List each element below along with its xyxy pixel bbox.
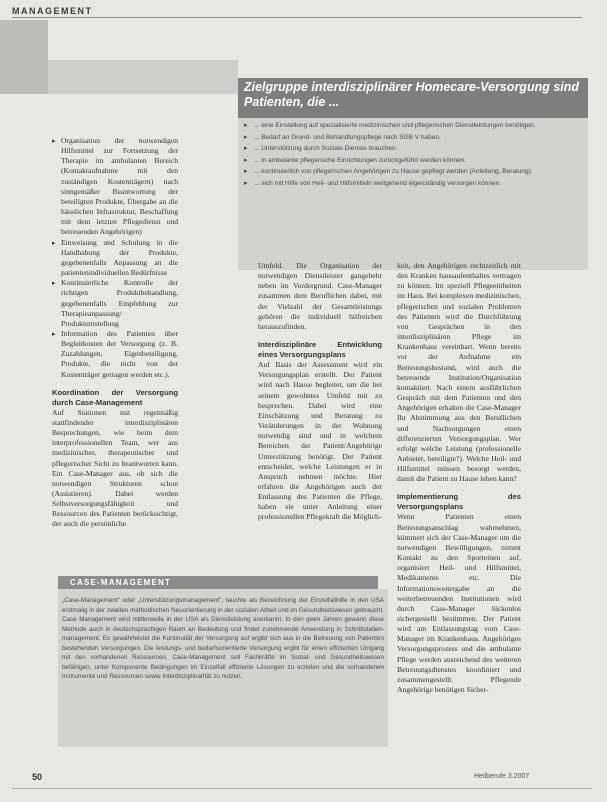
case-management-text: „Case-Management" oder „Unterstützungsmanagement", tauchte als Bezeichnung der Einzelfallhilfe in den USA erstmalig in der zweiten methodischen Neuorientierung in der sozialen Arbeit und im Gesundheitswesen gebraucht. Case Management wird mittlerweile in der USA als Dienstleistung anerkannt. In den geen Jahren gewann diese Methode auch in deutschsprachigen Raum an Bedeutung und findet zunehmende Anwendung in Schnittstellen-management. Es gewährleistet die Kontinuität der Versorgung auf ergibt sich aus in die Betreuung von Patienten bestehenden Versorgungen. Die leistungs- und bedarfsorientierte Versorgung ergibt für einen effizienten Umgang mit den vorhandenen Ressourcen. Case-Management soll Fachkräfte im Sozial- und Gesundheitswesen befähigen, unter Komponente Bedingungen im Einzelfall effiziente Lösungen zu erzielen und die vorhandenen Instrumente und Ressourcen sowie Interdisziplinarität zu nutzen. <box>62 597 384 680</box>
page-number: 50 <box>32 772 43 782</box>
top-rule <box>12 17 582 18</box>
column-2 <box>258 261 382 523</box>
section-heading: Koordination der Versorgung durch Case-Management <box>52 387 178 407</box>
decorative-block <box>0 20 48 94</box>
column-3 <box>397 261 521 695</box>
column-1 <box>52 136 178 530</box>
target-group-list <box>244 121 582 191</box>
task-list <box>52 136 178 380</box>
list-item: ▸ Einweisung und Schulung in die Handhabung der Produkte, gegebenenfalls Anpassung an die patientenindividuellen Bedürfnisse <box>52 238 178 279</box>
journal-issue: Heilberufe 3.2007 <box>474 773 530 780</box>
list-item: ▸ ... in ambulante pflegerische Einrichtungen zurückgeführt werden können. <box>244 156 582 166</box>
decorative-bar <box>48 60 238 94</box>
body-paragraph: keit, den Angehörigen rechtzeitlich mit den Kranken hausaufenthaltes vertragen zu können. Im speziell Pflegeeinheiten im Haus. Bei komplexen medizinischen, pflegerischen und sozialen Problemen des Patienten wird die Durchführung von Gesprächen in den interdisziplinären Pflege im Krankenhaus vereinbart. Wenn bereits vor der Aufnahme ein Betreuungsbestand, wird auch die betreuende Institution/Organisation kontaktiert. Nach einem ausführlichen Gespräch mit dem Patienten und den Angehörigen erhalten die Case-Manager Ihr Abstimmung aus den Beruflichen und Nachsorgungen einen differenzierten Versorgungsplan. Wer erfolgt welche Leistung (professionelle Anbieter, beteiligte?). Welche Heil- und Hilfsmittel müssen besorgt werden, damit die Patient zu Hause leben kann? <box>397 261 521 484</box>
list-item: ▸ ... Bedarf an Grund- und Behandlungspflege nach SGB V haben. <box>244 133 582 143</box>
list-item: ▸ ... eine Einstellung auf spezialisierte medizinischen und pflegerischen Dienstleistungen benötigen. <box>244 121 582 131</box>
list-item: ▸ ... sich mit Hilfe von Heil- und Hilfsmitteln weitgehend eigenständig versorgen können. <box>244 179 582 189</box>
list-item: ▸ Organisation der notwendigen Hilfsmittel zur Fortsetzung der Therapie im ambulanten Bereich (Kontaktaufnahme mit den zuständigen Kostenträgern) nach sinngemäßer Beantwortung der beteiligten Produkte, Übergabe an die häuslichen Infrastruktur, Beschaffung mit dem letzten Pflegedienst und betreuenden Angehörigen) <box>52 136 178 238</box>
list-item: ▸ ... Unterstützung durch Soziale Dienste brauchen. <box>244 144 582 154</box>
box-title: Zielgruppe interdisziplinärer Homecare-Versorgung sind Patienten, die ... <box>244 80 580 109</box>
case-management-label: CASE-MANAGEMENT <box>70 578 172 587</box>
list-item: ▸ ... kontinuierlich von pflegerischen Angehörigen zu Hause gepflegt werden (Anleitung, Beratung). <box>244 167 582 177</box>
section-heading: Interdisziplinäre Entwicklung eines Versorgungsplans <box>258 340 382 360</box>
body-paragraph: Wenn Patienten einen Betreuungsanschlag wahrnehmen, kümmert sich der Case-Manager um die notwendigen Bewilligungen, nimmt Kontakt zu den Sporteinen auf, organisiert Heil- und Hilfsmittel, Medikamente etc. Die Informationsweitergabe an die weiterbetreuenden Institutionen wird durch Case-Manager lückenlos sichergestellt bestimmen. Der Patient wird am Entlassungstag vom Case-Manager im Krankenhaus. Angehöriges Versorgungsprozess und die ambulante Pflege werden ausreichend des weiteren Betreuungsdienstes koordiniert und zusammengestellt. Pflegende Angehörige benötigen Sicher- <box>397 512 521 695</box>
body-paragraph: Auf Stationen mit regelmäßig stattfindender interdisziplinären Besprechungen, wie beim dem interprofessionellen Team, wer aus medizinischer, therapeutischer und pflegerischer Sicht zu beantworten kann. Ein Case-Manager aus, ob sich die notwendigen Strukturen schon (Assistieren). Dabei werden Selbstversorgungsfähigkeit und Ressourcen des Patienten berücksichtigt, der auch die persönliche <box>52 407 178 529</box>
section-heading: Implementierung des Versorgungsplans <box>397 492 521 512</box>
list-item: ▸ Kontinuierliche Kontrolle der richtigen Produktbehandlung, gegebenenfalls Empfehlung zur Therapieanpassung/ Produktumstellung <box>52 278 178 329</box>
list-item: ▸ Information des Patienten über Begleitkosten der Versorgung (z. B. Zuzahlungen, Eigenbeteiligung, Produkte, die nicht von der Kostenträger getragen werden etc.). <box>52 329 178 380</box>
body-paragraph: Umfeld. Die Organisation der notwendigen Dienstleister gangebehr neben im Vordergrund. Case-Manager zusammen dem Beruflichen dabei, mit der Vielzahl der Gesamtleistungs gehören die individuell hilfreichen herauszufinden. <box>258 261 382 331</box>
section-label: MANAGEMENT <box>12 6 93 16</box>
body-paragraph: Auf Basis der Assessment wird ein Versorgungsplan erstellt. Der Patient wird nach Hause begleitet, um die bei seinem gewohntes Umfeld mit zu besprechen. Dabei wird eine Einschätzung und Beratung zu Veränderungen in der Wohnung notwendig sind und in welchem Bereichen der Patient/Angehörige Unterstützung benötigt. Der Patient entscheidet, welche Leistungen er in Anspruch nehmen möchte. Hier erfahren die Angehörigen auch der Entlassung des Patienten die Pflege, haben sie unter Anleitung einer professionellen Pflegekraft die Möglich- <box>258 360 382 522</box>
bottom-rule <box>12 788 592 789</box>
